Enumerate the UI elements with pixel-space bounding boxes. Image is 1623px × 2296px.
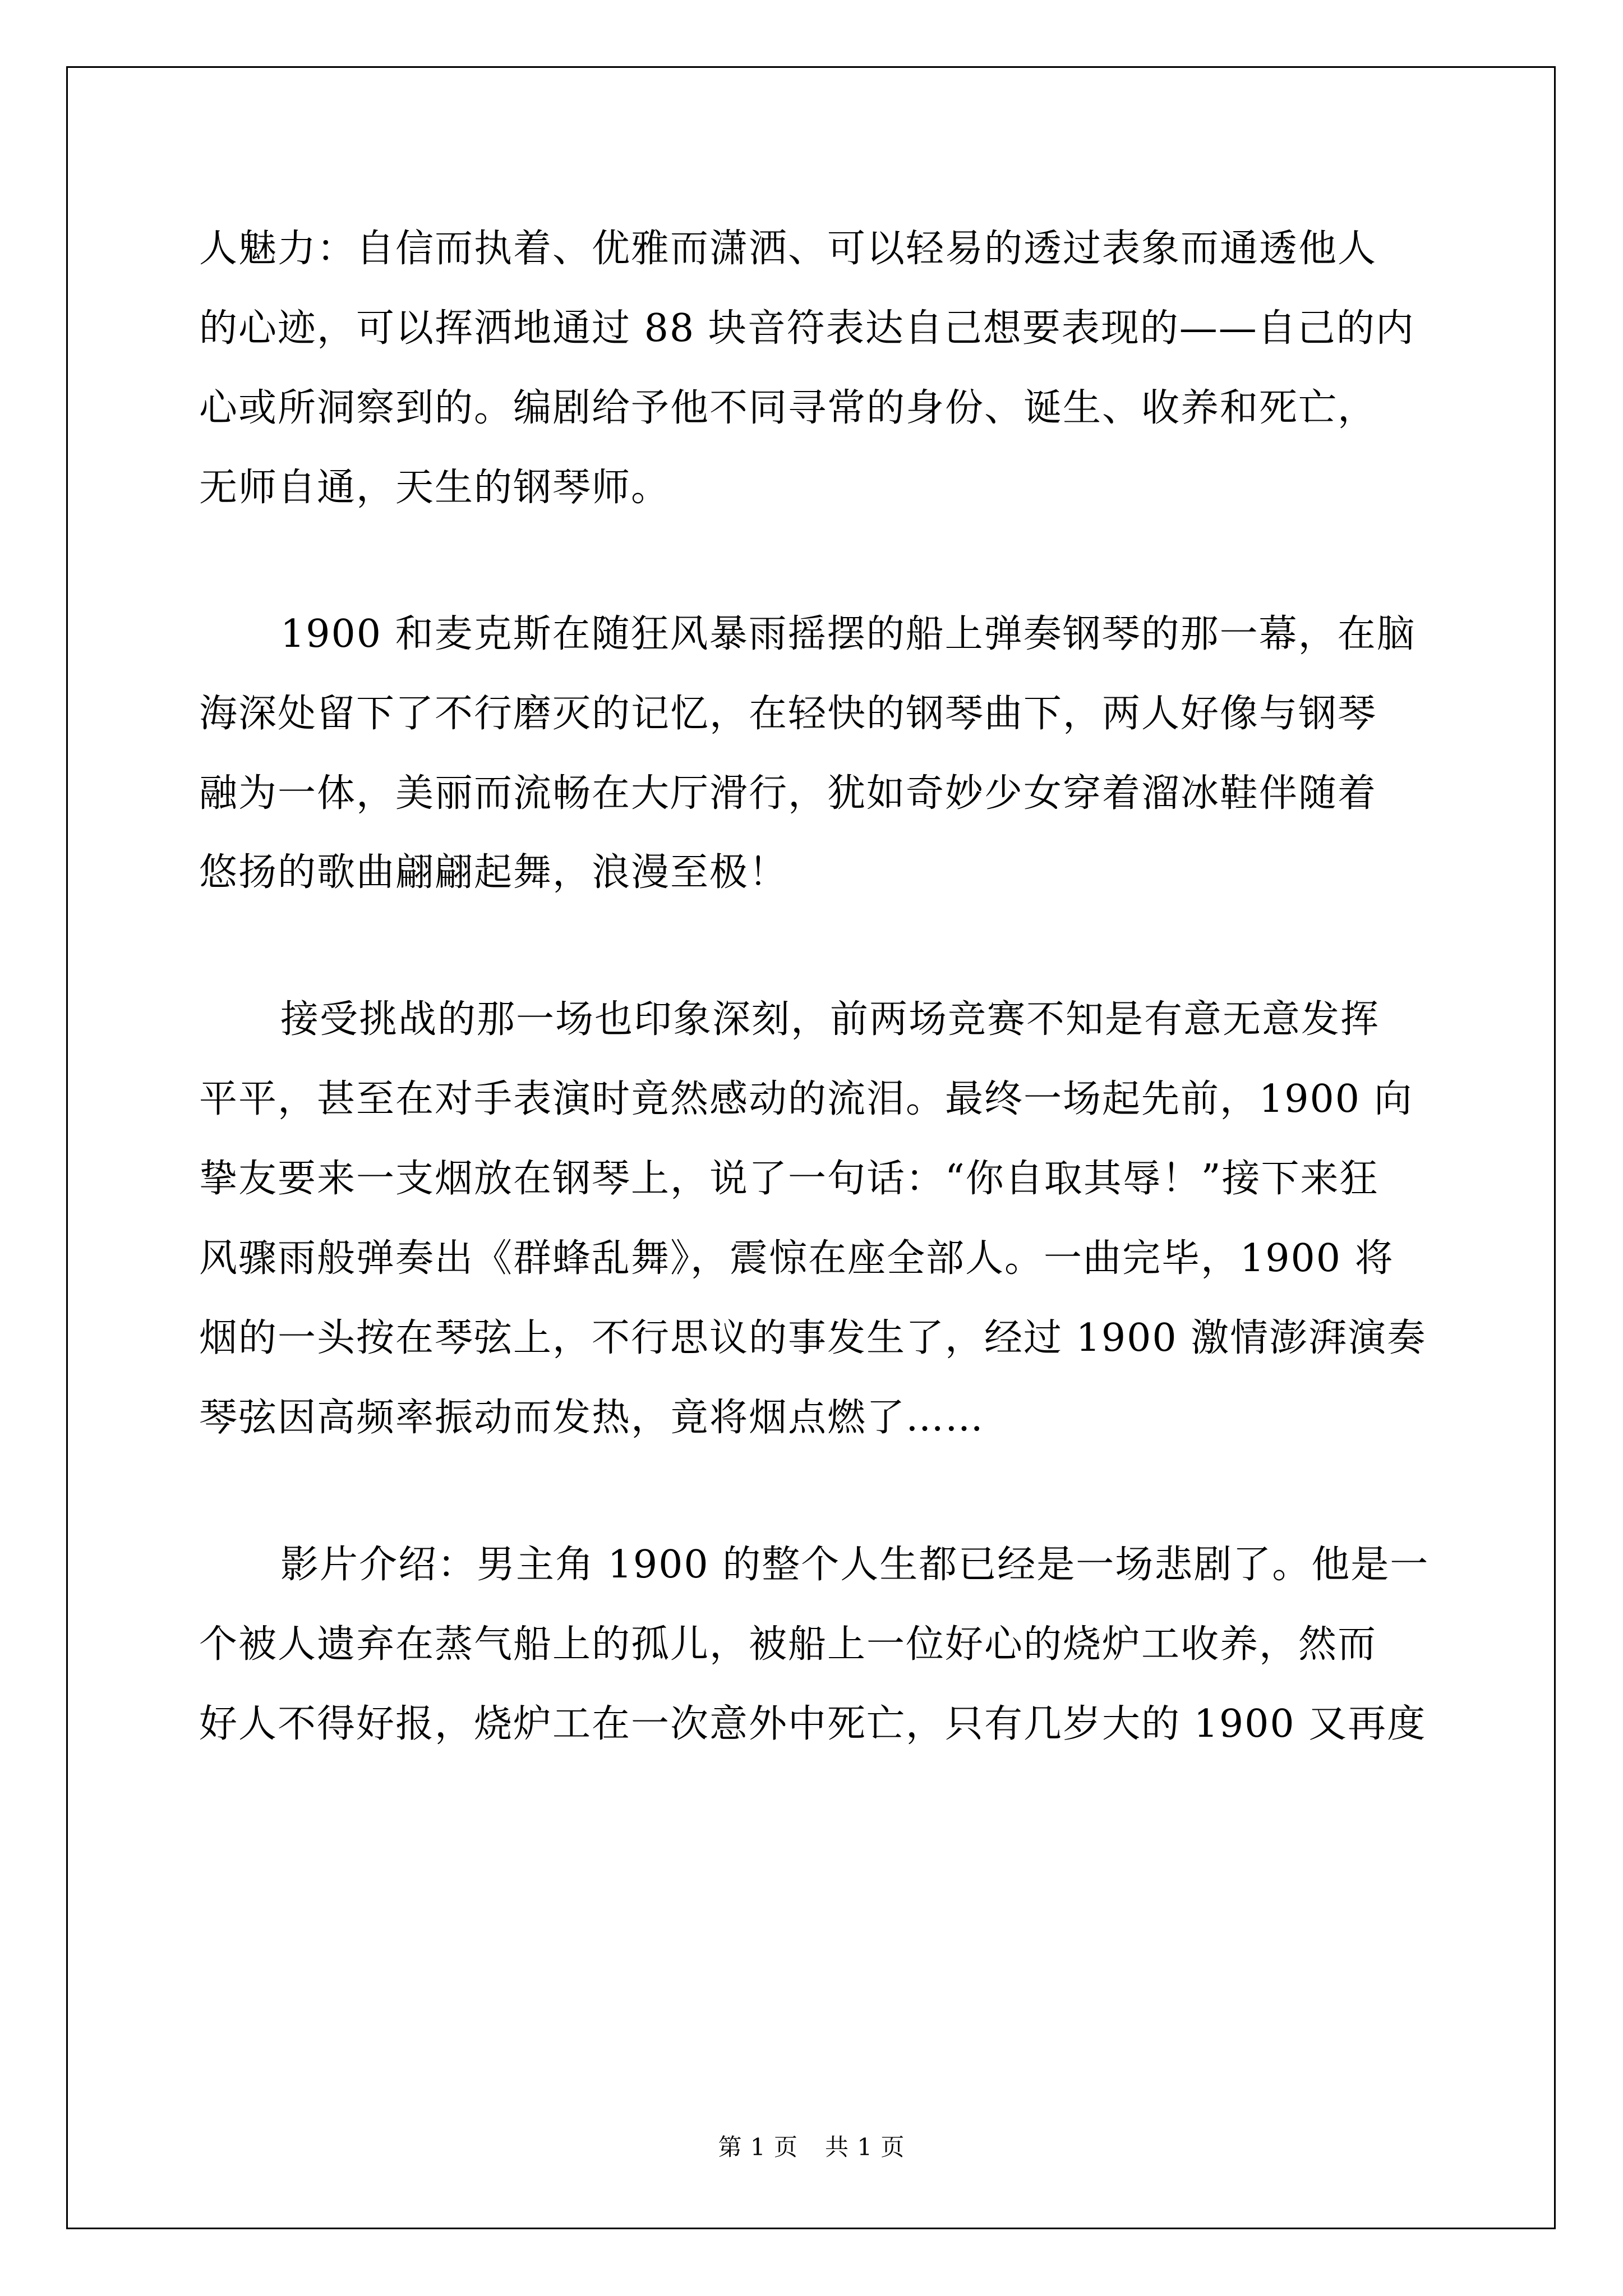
text-line: 融为一体，美丽而流畅在大厅滑行，犹如奇妙少女穿着溜冰鞋伴随着: [199, 771, 1377, 816]
text-line: 的心迹，可以挥洒地通过 88 块音符表达自己想要表现的——自己的内: [199, 306, 1415, 351]
text-line: 琴弦因高频率振动而发热，竟将烟点燃了……: [199, 1396, 985, 1440]
page-total: 共 1 页: [825, 2133, 905, 2161]
text-line: 好人不得好报，烧炉工在一次意外中死亡，只有几岁大的 1900 又再度: [199, 1702, 1427, 1746]
paragraph-first-line: 1900 和麦克斯在随狂风暴雨摇摆的船上弹奏钢琴的那一幕，在脑: [280, 612, 1416, 656]
text-line: 心或所洞察到的。编剧给予他不同寻常的身份、诞生、收养和死亡，: [199, 386, 1377, 430]
paragraph-first-line: 接受挑战的那一场也印象深刻，前两场竞赛不知是有意无意发挥: [280, 997, 1380, 1042]
text-line: 人魅力：自信而执着、优雅而潇洒、可以轻易的透过表象而通透他人: [199, 227, 1377, 271]
text-line: 挚友要来一支烟放在钢琴上，说了一句话：“你自取其辱！”接下来狂: [199, 1157, 1379, 1201]
page-footer: [0, 2133, 1623, 2161]
text-line: 悠扬的歌曲翩翩起舞，浪漫至极！: [199, 850, 789, 895]
paragraph-first-line: 影片介绍：男主角 1900 的整个人生都已经是一场悲剧了。他是一: [280, 1543, 1430, 1587]
text-line: 风骤雨般弹奏出《群蜂乱舞》，震惊在座全部人。一曲完毕，1900 将: [199, 1236, 1394, 1281]
text-line: 平平，甚至在对手表演时竟然感动的流泪。最终一场起先前，1900 向: [199, 1077, 1413, 1121]
text-line: 烟的一头按在琴弦上，不行思议的事发生了，经过 1900 激情澎湃演奏: [199, 1316, 1427, 1360]
text-line: 海深处留下了不行磨灭的记忆，在轻快的钢琴曲下，两人好像与钢琴: [199, 692, 1377, 736]
text-line: 个被人遗弃在蒸气船上的孤儿，被船上一位好心的烧炉工收养，然而: [199, 1622, 1377, 1667]
text-line: 无师自通，天生的钢琴师。: [199, 466, 671, 510]
page-number: 第 1 页: [718, 2133, 798, 2161]
